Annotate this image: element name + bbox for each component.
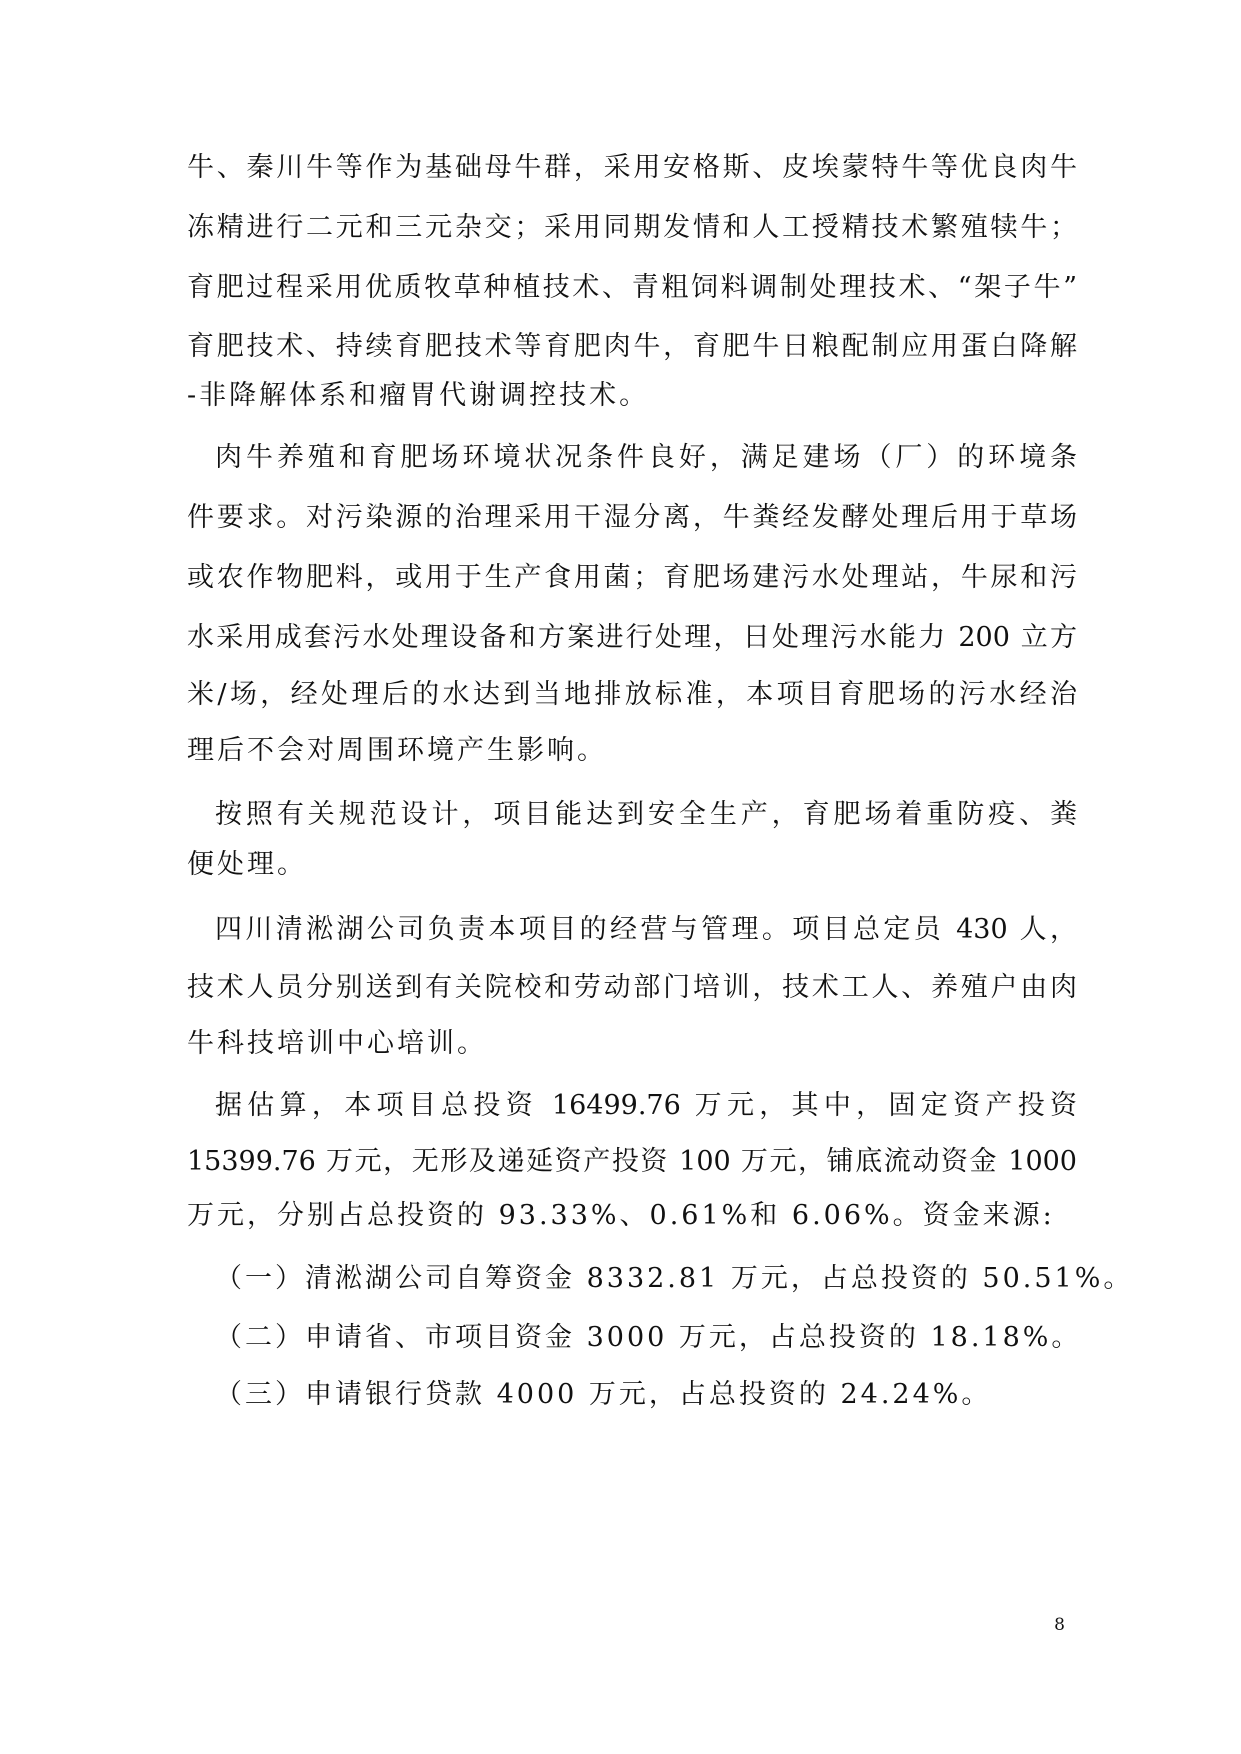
text-line: 米/场，经处理后的水达到当地排放标准，本项目育肥场的污水经治 (187, 679, 1077, 710)
text-line: 四川清淞湖公司负责本项目的经营与管理。项目总定员 430 人， (215, 914, 1077, 945)
funding-item: （一）清淞湖公司自筹资金 8332.81 万元，占总投资的 50.51%。 (215, 1263, 1134, 1294)
text-line: 或农作物肥料，或用于生产食用菌；育肥场建污水处理站，牛尿和污 (187, 562, 1077, 593)
text-line: 育肥技术、持续育肥技术等育肥肉牛，育肥牛日粮配制应用蛋白降解 (187, 331, 1077, 362)
text-line: 万元，分别占总投资的 93.33%、0.61%和 6.06%。资金来源: (187, 1200, 1055, 1231)
text-line: 15399.76 万元，无形及递延资产投资 100 万元，铺底流动资金 1000 (187, 1146, 1077, 1177)
text-line: 件要求。对污染源的治理采用干湿分离，牛粪经发酵处理后用于草场 (187, 502, 1077, 533)
text-line: 牛、秦川牛等作为基础母牛群，采用安格斯、皮埃蒙特牛等优良肉牛 (187, 152, 1077, 183)
text-line: 按照有关规范设计，项目能达到安全生产，育肥场着重防疫、粪 (215, 799, 1077, 830)
text-line: 育肥过程采用优质牧草种植技术、青粗饲料调制处理技术、“架子牛” (187, 272, 1077, 303)
text-line: 理后不会对周围环境产生影响。 (187, 735, 607, 766)
text-line: 牛科技培训中心培训。 (187, 1028, 487, 1059)
text-line: 水采用成套污水处理设备和方案进行处理，日处理污水能力 200 立方 (187, 622, 1077, 653)
text-line: 肉牛养殖和育肥场环境状况条件良好，满足建场（厂）的环境条 (215, 442, 1077, 473)
funding-item: （三）申请银行贷款 4000 万元，占总投资的 24.24%。 (215, 1379, 992, 1410)
text-line: 便处理。 (187, 849, 307, 880)
funding-item: （二）申请省、市项目资金 3000 万元，占总投资的 18.18%。 (215, 1322, 1082, 1353)
text-line: -非降解体系和瘤胃代谢调控技术。 (187, 380, 650, 411)
text-line: 技术人员分别送到有关院校和劳动部门培训，技术工人、养殖户由肉 (187, 972, 1077, 1003)
text-line: 冻精进行二元和三元杂交；采用同期发情和人工授精技术繁殖犊牛； (187, 212, 1077, 243)
page-number: 8 (1054, 1615, 1065, 1635)
text-line: 据估算，本项目总投资 16499.76 万元，其中，固定资产投资 (215, 1090, 1077, 1121)
